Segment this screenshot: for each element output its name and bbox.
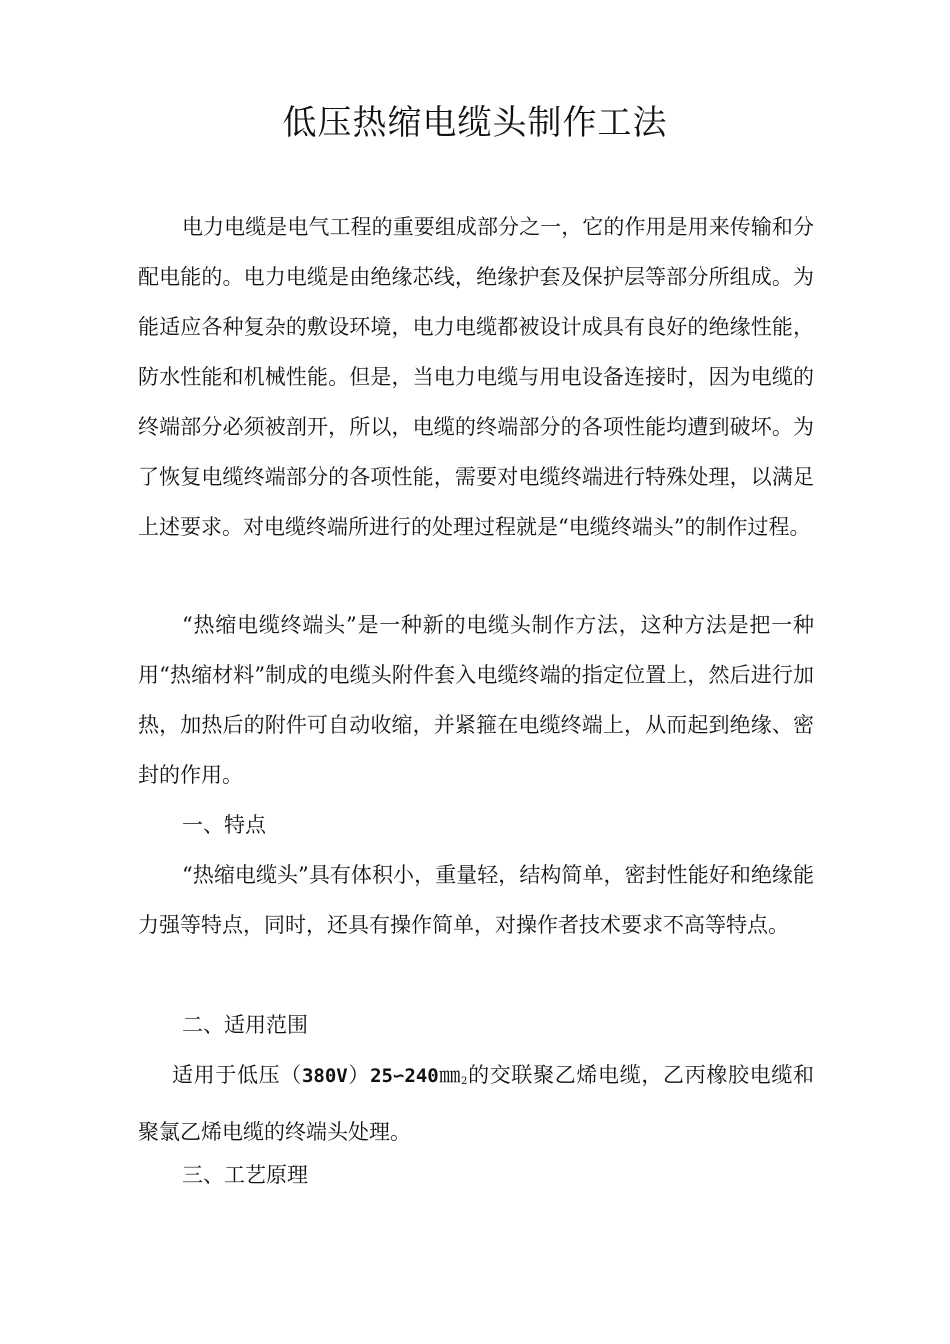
document-title: 低压热缩电缆头制作工法 xyxy=(282,103,668,143)
section-heading-principle: 三、工艺原理 xyxy=(182,1163,308,1187)
scope-text-pre: 适用于低压（ xyxy=(172,1063,302,1087)
scope-text-mid: ） xyxy=(347,1063,371,1087)
scope-cross-section-range: 25∽240 xyxy=(370,1065,439,1087)
scope-voltage: 380V xyxy=(301,1065,348,1087)
scope-unit-exponent: 2 xyxy=(461,1076,468,1087)
paragraph-features: “热缩电缆头”具有体积小，重量轻，结构简单，密封性能好和绝缘能力强等特点，同时，还具有操作简单，对操作者技术要求不高等特点。 xyxy=(138,863,814,937)
section-heading-features: 一、特点 xyxy=(182,813,266,837)
scope-unit: ㎜ xyxy=(438,1063,462,1087)
paragraph-intro: 电力电缆是电气工程的重要组成部分之一，它的作用是用来传输和分配电能的。电力电缆是由绝缘芯线，绝缘护套及保护层等部分所组成。为能适应各种复杂的敷设环境，电力电缆都被设计成具有良好的绝缘性能，防水性能和机械性能。但是，当电力电缆与用电设备连接时，因为电缆的终端部分必须被剖开，所以，电缆的终端部分的各项性能均遭到破坏。为了恢复电缆终端部分的各项性能，需要对电缆终端进行特殊处理，以满足上述要求。对电缆终端所进行的处理过程就是“电缆终端头”的制作过程。 xyxy=(138,215,814,539)
paragraph-scope xyxy=(138,1050,814,1157)
section-heading-scope: 二、适用范围 xyxy=(182,1013,308,1037)
scope-text-post: 的交联聚乙烯电缆，乙丙橡胶电缆和聚氯乙烯电缆的终端头处理。 xyxy=(138,1063,815,1144)
paragraph-heat-shrink-definition: “热缩电缆终端头”是一种新的电缆头制作方法，这种方法是把一种用“热缩材料”制成的电缆头附件套入电缆终端的指定位置上，然后进行加热，加热后的附件可自动收缩，并紧箍在电缆终端上，从而起到绝缘、密封的作用。 xyxy=(138,613,814,787)
